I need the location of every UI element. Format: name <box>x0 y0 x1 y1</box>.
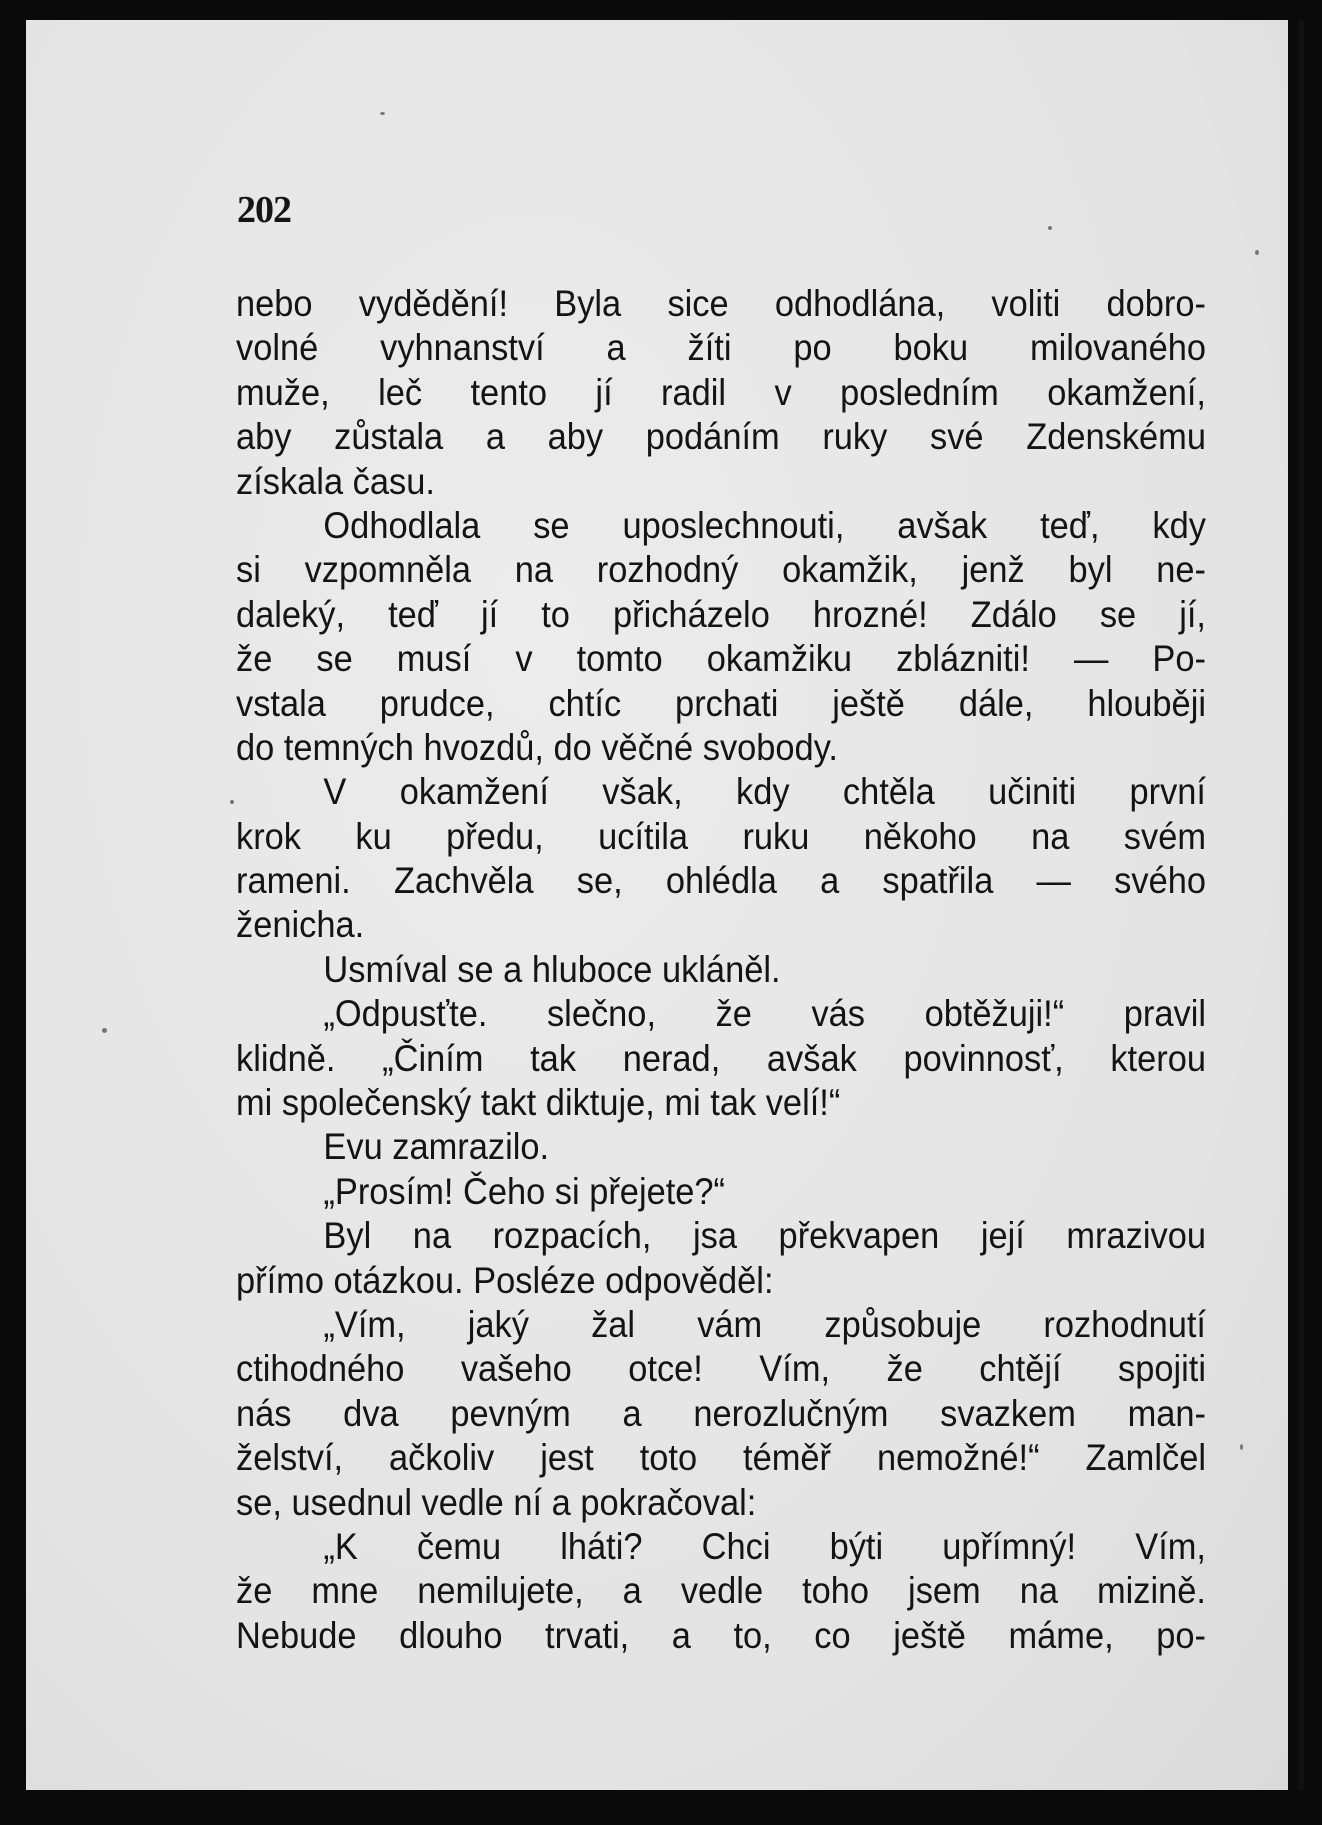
text-line: Odhodlala se uposlechnouti, avšak teď, kdy <box>323 504 1206 546</box>
text-line: že mne nemilujete, a vedle toho jsem na mizině. <box>236 1570 1206 1612</box>
text-line: želství, ačkoliv jest toto téměř nemožné!“ Zamlčel <box>236 1437 1206 1479</box>
text-line: Evu zamrazilo. <box>323 1126 550 1168</box>
text-line: do temných hvozdů, do věčné svobody. <box>236 726 838 768</box>
text-line: klidně. „Činím tak nerad, avšak povinnosť, kterou <box>236 1037 1206 1079</box>
text-line: krok ku předu, ucítila ruku někoho na svém <box>236 815 1206 857</box>
print-speck <box>230 800 234 804</box>
text-line: ženicha. <box>236 904 365 946</box>
text-line: si vzpomněla na rozhodný okamžik, jenž byl ne- <box>236 549 1206 591</box>
page-edge-shadow <box>1298 20 1304 1790</box>
text-line: aby zůstala a aby podáním ruky své Zdenskému <box>236 416 1206 458</box>
text-line: se, usednul vedle ní a pokračoval: <box>236 1481 757 1523</box>
text-line: získala času. <box>236 460 435 502</box>
text-line: „Prosím! Čeho si přejete?“ <box>323 1170 726 1212</box>
text-line: daleký, teď jí to přicházelo hrozné! Zdálo se jí, <box>236 593 1206 635</box>
text-line: „K čemu lháti? Chci býti upřímný! Vím, <box>323 1525 1206 1567</box>
text-line: „Vím, jaký žal vám způsobuje rozhodnutí <box>323 1303 1206 1345</box>
text-line: „Odpusťte. slečno, že vás obtěžuji!“ pravil <box>323 993 1206 1035</box>
text-line: mi společenský takt diktuje, mi tak velí!“ <box>236 1082 841 1124</box>
text-line: Usmíval se a hluboce ukláněl. <box>323 948 781 990</box>
text-line: ctihodného vašeho otce! Vím, že chtějí spojiti <box>236 1348 1206 1390</box>
print-speck <box>1048 226 1052 230</box>
text-line: že se musí v tomto okamžiku zblázniti! — Po- <box>236 638 1206 680</box>
body-text <box>236 282 1206 1658</box>
text-line: muže, leč tento jí radil v posledním okamžení, <box>236 371 1206 413</box>
text-line: rameni. Zachvěla se, ohlédla a spatřila — svého <box>236 860 1206 902</box>
text-line: Byl na rozpacích, jsa překvapen její mrazivou <box>323 1215 1206 1257</box>
text-line: přímo otázkou. Posléze odpověděl: <box>236 1259 774 1301</box>
print-speck <box>102 1028 107 1033</box>
print-speck <box>1240 1444 1243 1450</box>
print-speck <box>380 112 385 115</box>
text-line: nás dva pevným a nerozlučným svazkem man- <box>236 1392 1206 1434</box>
text-line: V okamžení však, kdy chtěla učiniti první <box>323 771 1206 813</box>
text-line: Nebude dlouho trvati, a to, co ještě máme, po- <box>236 1614 1206 1656</box>
text-line: volné vyhnanství a žíti po boku milovaného <box>236 327 1206 369</box>
page-number: 202 <box>237 189 291 231</box>
text-line: vstala prudce, chtíc prchati ještě dále, hlouběji <box>236 682 1206 724</box>
print-speck <box>1255 250 1259 255</box>
text-line: nebo vydědění! Byla sice odhodlána, voliti dobro- <box>236 283 1206 324</box>
